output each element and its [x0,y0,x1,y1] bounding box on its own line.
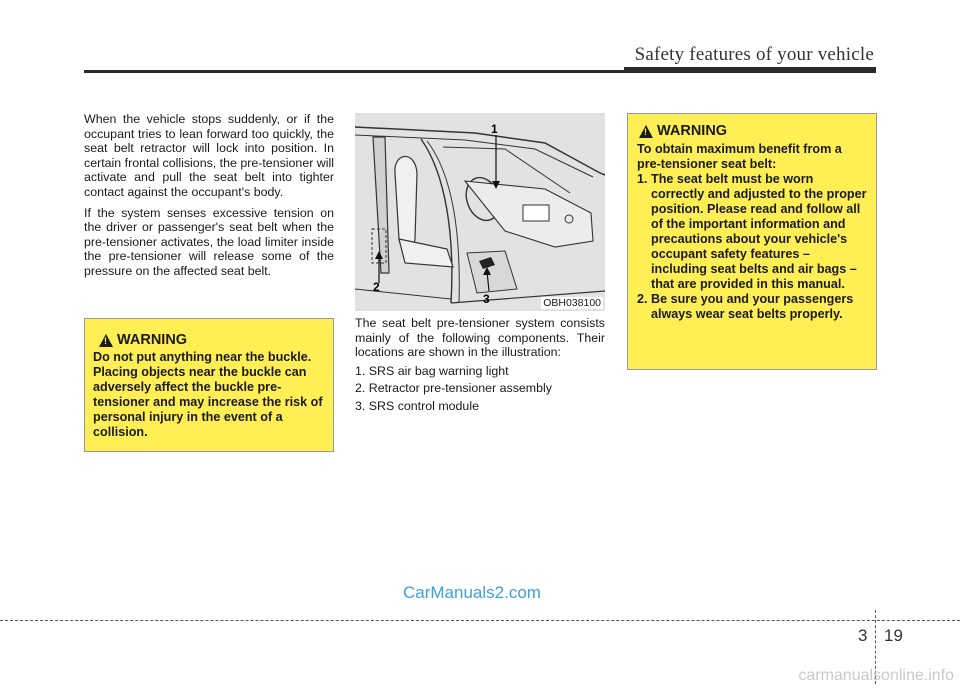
warning-item-text: Be sure you and your passengers always wear seat belts properly. [651,292,854,321]
warning-list-item [637,172,868,292]
pretensioner-illustration [355,113,605,311]
warning-intro: To obtain maximum benefit from a pre-tensioner seat belt: [637,142,842,171]
warning-heading [639,124,868,139]
warning-item-number: 2. [637,292,648,306]
callout-3: 3 [483,292,490,306]
warning-body: Do not put anything near the buckle. Placing objects near the buckle can adversely affect the buckle pre-tensioner and may increase the risk of personal injury in the event of a collision. [93,350,323,439]
warning-list-item [637,292,868,322]
warning-list [637,172,868,322]
car-interior-drawing [355,113,605,311]
warning-heading [99,333,325,348]
callout-2: 2 [373,280,380,294]
warning-item-text: The seat belt must be worn correctly and adjusted to the proper position. Please read and follow all of the important information and precautions about your vehicle's occupant safety features – including seat belts and air bags – that are provided in this manual. [651,172,867,291]
components-intro: The seat belt pre-tensioner system consists mainly of the following components. Their locations are shown in the illustration: [355,316,605,360]
warning-box-buckle [84,318,334,452]
warning-triangle-icon: ! [99,334,113,347]
warning-title: WARNING [117,332,188,348]
paragraph-locking: When the vehicle stops suddenly, or if the occupant tries to lean forward too quickly, the seat belt retractor will lock into position. In certain frontal collisions, the pre-tensioner will activate and pull the seat belt into tighter contact against the occupant's body. [84,112,334,199]
header-rule-accent [624,67,876,73]
site-watermark: carmanualsonline.info [798,667,954,684]
chapter-number: 3 [858,626,868,645]
paragraph-load-limiter: If the system senses excessive tension on the driver or passenger's seat belt when the pre-tensioner activates, the load limiter inside the pre-tensioner will release some of the pressure on the affected seat belt. [84,205,334,278]
callout-1: 1 [491,122,498,136]
page-number: 19 [884,626,903,645]
warning-box-seatbelt [627,113,877,370]
component-item-1: 1. SRS air bag warning light [355,363,509,378]
watermark-link[interactable]: CarManuals2.com [403,583,541,602]
section-title: Safety features of your vehicle [634,44,874,65]
component-item-3: 3. SRS control module [355,398,479,413]
middle-column [355,316,605,417]
footer-rule [0,620,960,621]
warning-title: WARNING [657,123,728,139]
warning-triangle-icon: ! [639,125,653,138]
figure-code: OBH038100 [543,297,601,309]
component-item-2: 2. Retractor pre-tensioner assembly [355,381,552,396]
warning-item-number: 1. [637,172,648,186]
left-column [84,112,334,285]
